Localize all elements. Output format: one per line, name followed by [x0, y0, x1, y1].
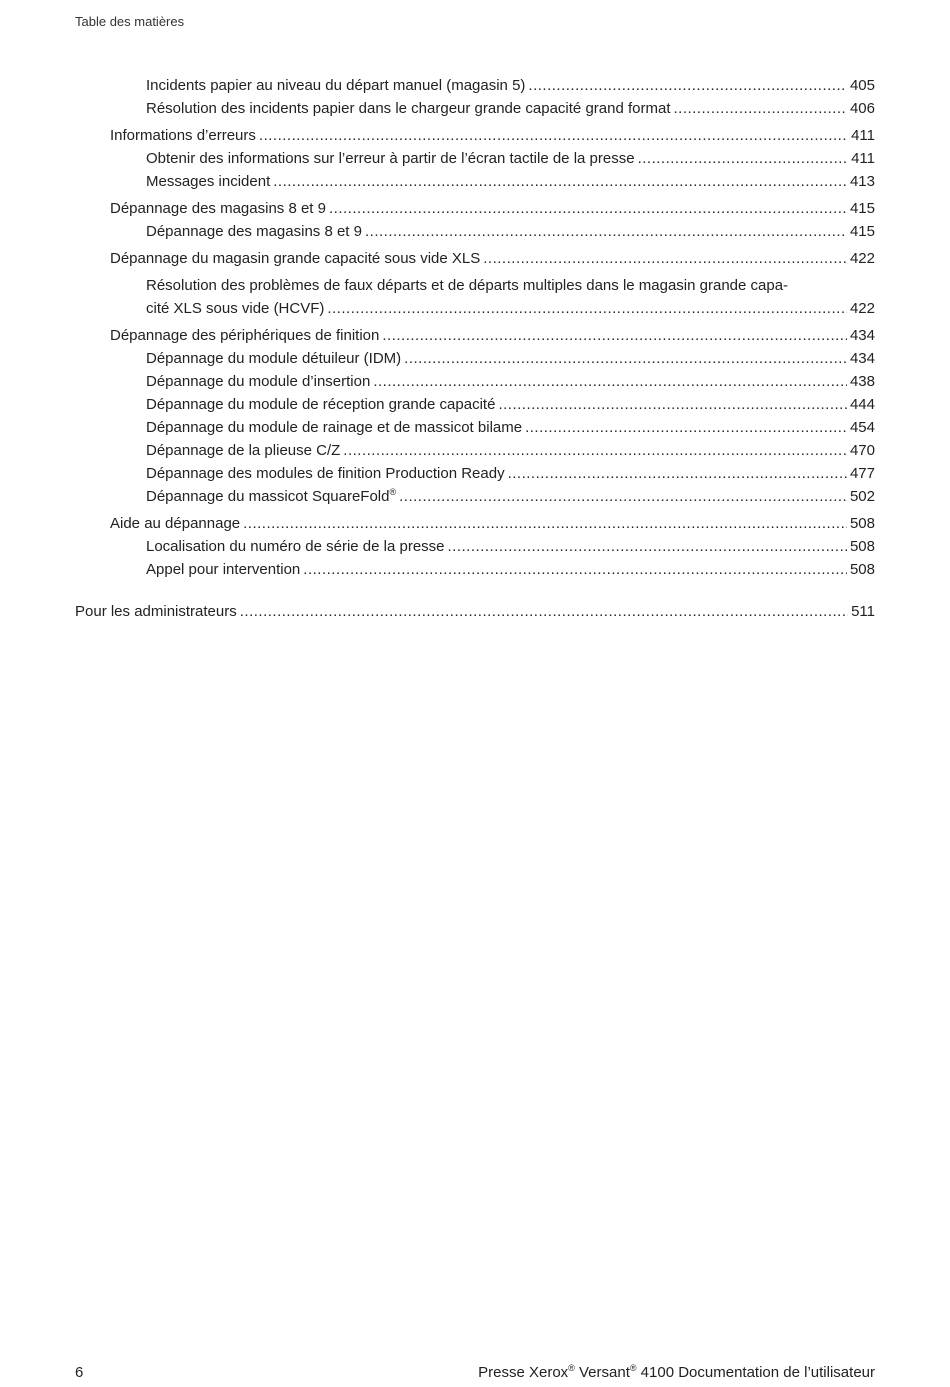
- toc-entry[interactable]: [75, 535, 875, 558]
- leader-dots: [399, 485, 847, 508]
- toc-entry-title: Aide au dépannage: [110, 515, 241, 532]
- leader-dots: [365, 220, 847, 243]
- toc-entry-page: 422: [849, 250, 875, 267]
- leader-dots: [259, 124, 848, 147]
- toc-section-entry[interactable]: [75, 247, 875, 270]
- toc-chapter-entry[interactable]: [75, 600, 875, 623]
- toc-entry-title: Dépannage du module détuileur (IDM): [146, 350, 402, 367]
- leader-dots: [382, 324, 847, 347]
- toc-entry-page: 405: [849, 77, 875, 94]
- toc-entry-page: 470: [849, 442, 875, 459]
- toc-entry-page: 415: [849, 200, 875, 217]
- toc-entry-page: 406: [849, 100, 875, 117]
- leader-dots: [273, 170, 847, 193]
- leader-dots: [674, 97, 847, 120]
- toc-entry-title: Appel pour intervention: [146, 561, 301, 578]
- toc-entry[interactable]: [75, 485, 875, 508]
- toc-entry-title: Incidents papier au niveau du départ manuel (magasin 5): [146, 77, 526, 94]
- toc-entry-multiline[interactable]: [75, 274, 875, 320]
- leader-dots: [528, 74, 847, 97]
- toc-section-entry[interactable]: [75, 197, 875, 220]
- registered-mark: ®: [389, 487, 397, 497]
- toc-entry[interactable]: [75, 370, 875, 393]
- toc-entry[interactable]: [75, 170, 875, 193]
- toc-entry-page: 422: [849, 300, 875, 317]
- leader-dots: [329, 197, 847, 220]
- leader-dots: [638, 147, 849, 170]
- toc-entry-page: 434: [849, 327, 875, 344]
- leader-dots: [404, 347, 847, 370]
- toc-entry-page: 508: [849, 515, 875, 532]
- toc-entry-title: Informations d’erreurs: [110, 127, 256, 144]
- leader-dots: [303, 558, 847, 581]
- page-number: 6: [75, 1364, 84, 1381]
- doc-title-part3: 4100 Documentation de l’utilisateur: [636, 1364, 875, 1381]
- leader-dots: [243, 512, 847, 535]
- toc-entry[interactable]: [75, 439, 875, 462]
- toc-entry-page: 434: [849, 350, 875, 367]
- toc-entry[interactable]: [75, 220, 875, 243]
- doc-title-part2: Versant: [574, 1364, 630, 1381]
- toc-section-entry[interactable]: [75, 124, 875, 147]
- toc-entry-title: Messages incident: [146, 173, 271, 190]
- toc-entry-page: 415: [849, 223, 875, 240]
- toc-entry-page: 411: [851, 127, 875, 144]
- toc-entry-title-line1: Résolution des problèmes de faux départs et de départs multiples dans le magasin grande capa-: [146, 277, 789, 294]
- toc-entry-page: 413: [849, 173, 875, 190]
- toc-entry-title: Dépannage du magasin grande capacité sous vide XLS: [110, 250, 481, 267]
- doc-title-part1: Presse Xerox: [478, 1364, 569, 1381]
- toc-entry-page: 438: [849, 373, 875, 390]
- registered-mark: ®: [568, 1363, 575, 1373]
- toc-entry-title: Dépannage du massicot SquareFold: [146, 488, 390, 505]
- running-header-title: Table des matières: [75, 14, 185, 29]
- toc-entry-page: 511: [851, 603, 875, 620]
- leader-dots: [448, 535, 847, 558]
- leader-dots: [525, 416, 847, 439]
- table-of-contents: [75, 74, 875, 623]
- toc-entry[interactable]: [75, 347, 875, 370]
- toc-entry-page: 502: [849, 488, 875, 505]
- document-title: [478, 1364, 875, 1381]
- toc-entry[interactable]: [75, 97, 875, 120]
- toc-entry-title: Localisation du numéro de série de la presse: [146, 538, 445, 555]
- toc-entry[interactable]: [75, 462, 875, 485]
- leader-dots: [498, 393, 847, 416]
- toc-entry-title: Dépannage du module d’insertion: [146, 373, 371, 390]
- toc-entry-page: 454: [849, 419, 875, 436]
- toc-entry-title: Dépannage du module de rainage et de massicot bilame: [146, 419, 523, 436]
- toc-section-entry[interactable]: [75, 324, 875, 347]
- toc-entry-title: Dépannage du module de réception grande capacité: [146, 396, 496, 413]
- toc-entry-title: Dépannage des magasins 8 et 9: [110, 200, 326, 217]
- toc-entry-title: Dépannage des périphériques de finition: [110, 327, 380, 344]
- toc-entry[interactable]: [75, 147, 875, 170]
- toc-entry-title-line2: cité XLS sous vide (HCVF): [146, 300, 325, 317]
- leader-dots: [327, 297, 847, 320]
- toc-entry-title: Dépannage des magasins 8 et 9: [146, 223, 362, 240]
- toc-entry-page: 508: [849, 561, 875, 578]
- leader-dots: [508, 462, 847, 485]
- toc-entry[interactable]: [75, 416, 875, 439]
- leader-dots: [373, 370, 847, 393]
- leader-dots: [240, 600, 848, 623]
- toc-section-entry[interactable]: [75, 512, 875, 535]
- toc-entry[interactable]: [75, 558, 875, 581]
- toc-entry-page: 411: [851, 150, 875, 167]
- registered-mark: ®: [629, 1363, 637, 1373]
- toc-entry-title: Résolution des incidents papier dans le chargeur grande capacité grand format: [146, 100, 671, 117]
- toc-entry-title-with-sup: [146, 485, 396, 508]
- toc-entry-page: 477: [849, 465, 875, 482]
- toc-entry-page: 508: [849, 538, 875, 555]
- toc-entry-title: Obtenir des informations sur l’erreur à partir de l’écran tactile de la presse: [146, 150, 635, 167]
- toc-entry[interactable]: [75, 74, 875, 97]
- toc-entry-page: 444: [849, 396, 875, 413]
- toc-entry-title: Dépannage de la plieuse C/Z: [146, 442, 341, 459]
- leader-dots: [343, 439, 847, 462]
- toc-entry-title: Dépannage des modules de finition Production Ready: [146, 465, 505, 482]
- toc-entry[interactable]: [75, 393, 875, 416]
- leader-dots: [483, 247, 847, 270]
- toc-entry-last-line: [146, 297, 875, 320]
- toc-entry-title: Pour les administrateurs: [75, 603, 237, 620]
